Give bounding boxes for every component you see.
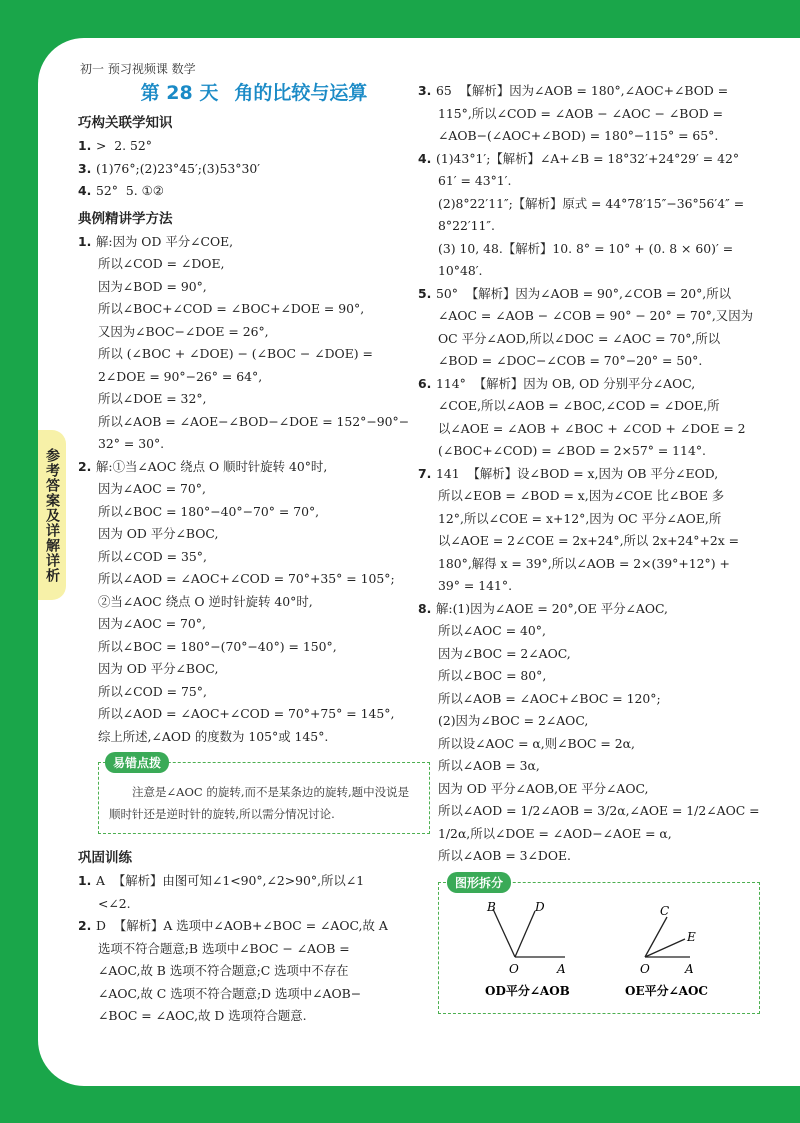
answer-line: 综上所述,∠AOD 的度数为 105°或 145°.	[98, 728, 329, 744]
answer-line: (3) 10, 48.【解析】10. 8° = 10° + (0. 8 × 60)′ =	[438, 240, 734, 256]
answer-line: 因为∠BOD = 90°,	[98, 278, 207, 294]
fig2-caption: OE平分∠AOC	[625, 983, 708, 998]
answer-line: ∠BOD = ∠DOC−∠COB = 70°−20° = 50°.	[438, 353, 703, 368]
answer-line: 所以∠AOB = 3∠DOE.	[438, 848, 571, 863]
answer-line: 32° = 30°.	[98, 436, 165, 451]
item-text: 141 【解析】设∠BOD = x,因为 OB 平分∠EOD,	[436, 465, 719, 481]
item-number: 2.	[78, 918, 92, 933]
answer-line: (2)8°22′11″;【解析】原式 = 44°78′15″−36°56′4″ =	[438, 195, 745, 211]
answer-line: 10°48′.	[438, 263, 483, 278]
answer-line: 所以∠COD = 75°,	[98, 683, 207, 699]
fig2-label-c: C	[660, 903, 670, 918]
answer-line: 所以 (∠BOC + ∠DOE) − (∠BOC − ∠DOE) =	[98, 346, 373, 361]
item-text: (1)76°;(2)23°45′;(3)53°30′	[96, 160, 261, 176]
answer-item	[78, 456, 430, 479]
answer-line: 所以∠DOE = 32°,	[98, 391, 207, 406]
item-number: 1.	[78, 233, 92, 249]
item-text: D 【解析】A 选项中∠AOB+∠BOC = ∠AOC,故 A	[96, 918, 388, 933]
answer-line: (2)因为∠BOC = 2∠AOC,	[438, 713, 589, 728]
diagram-box	[438, 875, 760, 1014]
answer-line: OC 平分∠AOD,所以∠DOC = ∠AOC = 70°,所以	[438, 330, 721, 346]
answer-line: ∠AOC,故 C 选项不符合题意;D 选项中∠AOB−	[98, 985, 362, 1001]
answer-line: ∠COE,所以∠AOB = ∠BOC,∠COD = ∠DOE,所	[438, 398, 720, 413]
answer-line: 所以∠EOB = ∠BOD = x,因为∠COE 比∠BOE 多	[438, 488, 725, 503]
fig2-label-e: E	[687, 929, 696, 944]
item-number: 1.	[78, 873, 92, 888]
item-number: 3.	[418, 83, 432, 98]
answer-line: 所以∠AOD = ∠AOC+∠COD = 70°+35° = 105°;	[98, 571, 395, 586]
item-text: 解:①当∠AOC 绕点 O 顺时针旋转 40°时,	[96, 458, 328, 474]
side-tab	[38, 430, 66, 600]
answer-item	[418, 283, 760, 306]
title-topic: 角的比较与运算	[234, 82, 368, 104]
answer-line: 因为∠AOC = 70°,	[98, 616, 206, 631]
answer-line: ∠BOC = ∠AOC,故 D 选项符合题意.	[98, 1008, 307, 1023]
answer-line: 所以∠AOB = ∠AOC+∠BOC = 120°;	[438, 690, 661, 706]
item-number: 2.	[78, 458, 92, 474]
item-number: 5.	[418, 285, 432, 301]
answer-line: 1/2α,所以∠DOE = ∠AOD−∠AOE = α,	[438, 825, 672, 841]
answer-line: ∠AOB−(∠AOC+∠BOD) = 180°−115° = 65°.	[438, 128, 719, 143]
item-number: 1.	[78, 138, 92, 153]
answer-line: 以∠AOE = 2∠COE = 2x+24°,所以 2x+24°+2x =	[438, 533, 740, 548]
fig1-label-o: O	[509, 961, 519, 976]
item-text: 65 【解析】因为∠AOB = 180°,∠AOC+∠BOD =	[436, 83, 729, 98]
answer-item	[78, 231, 430, 254]
item-text: 114° 【解析】因为 OB, OD 分别平分∠AOC,	[436, 375, 696, 391]
answer-line: 所以∠AOC = 40°,	[438, 623, 546, 638]
answer-line: 所以设∠AOC = α,则∠BOC = 2α,	[438, 735, 635, 751]
item-text: > 2. 52°	[96, 138, 152, 153]
answer-line: 因为 OD 平分∠BOC,	[98, 526, 219, 541]
answer-line: 所以∠COD = ∠DOE,	[98, 256, 225, 271]
answer-line: ∠AOC,故 B 选项不符合题意;C 选项中不存在	[98, 963, 349, 978]
answer-item	[418, 80, 760, 103]
section-heading: 巧构关联学知识	[78, 115, 173, 131]
answer-line: 因为∠BOC = 2∠AOC,	[438, 645, 571, 661]
answer-item	[418, 148, 760, 171]
page-title	[78, 78, 430, 105]
page-header: 初一 预习视频课 数学	[80, 62, 196, 76]
angle-diagrams	[445, 899, 765, 1003]
mistake-tip-text: 注意是∠AOC 的旋转,而不是某条边的旋转,题中没说是顺时针还是逆时针的旋转,所以需分情况讨论.	[109, 785, 410, 821]
answer-line: 又因为∠BOC−∠DOE = 26°,	[98, 323, 269, 339]
answer-item	[78, 135, 430, 158]
title-day: 第 28 天	[140, 82, 219, 104]
item-number: 7.	[418, 465, 432, 481]
answer-line: 以∠AOE = ∠AOB + ∠BOC + ∠COD + ∠DOE = 2	[438, 420, 746, 436]
item-text: A 【解析】由图可知∠1<90°,∠2>90°,所以∠1	[96, 873, 365, 888]
answer-line: 39° = 141°.	[438, 578, 513, 593]
answer-item	[418, 463, 760, 486]
answer-line: 115°,所以∠COD = ∠AOB − ∠AOC − ∠BOD =	[438, 105, 723, 121]
left-content-bottom	[78, 846, 430, 1028]
answer-line: 61′ = 43°1′.	[438, 173, 512, 188]
side-tab-label: 参考答案及详解详析	[44, 447, 60, 583]
answer-line: 所以∠BOC = 80°,	[438, 668, 547, 683]
diagram-tag: 图形拆分	[447, 872, 511, 893]
item-text: 52° 5. ①②	[96, 183, 164, 198]
fig1-label-b: B	[487, 899, 496, 914]
answer-page	[38, 38, 800, 1086]
answer-line: 所以∠AOD = 1/2∠AOB = 3/2α,∠AOE = 1/2∠AOC =	[438, 803, 760, 818]
fig1-label-a: A	[557, 961, 566, 976]
answer-item	[78, 915, 430, 938]
answer-line: <∠2.	[98, 895, 131, 911]
section-heading: 典例精讲学方法	[78, 210, 173, 227]
item-number: 3.	[78, 160, 92, 176]
answer-line: 因为 OD 平分∠AOB,OE 平分∠AOC,	[438, 780, 649, 796]
item-text: (1)43°1′;【解析】∠A+∠B = 18°32′+24°29′ = 42°	[436, 150, 740, 166]
section-heading: 巩固训练	[78, 850, 132, 866]
answer-line: 12°,所以∠COE = x+12°,因为 OC 平分∠AOE,所	[438, 510, 722, 526]
answer-item	[418, 598, 760, 621]
answer-line: 8°22′11″.	[438, 218, 495, 233]
answer-line: 所以∠BOC = 180°−(70°−40°) = 150°,	[98, 638, 337, 654]
answer-line: 所以∠AOB = 3α,	[438, 758, 540, 773]
answer-line: ②当∠AOC 绕点 O 逆时针旋转 40°时,	[98, 593, 313, 609]
answer-line: 所以∠COD = 35°,	[98, 548, 207, 564]
answer-line: 所以∠BOC = 180°−40°−70° = 70°,	[98, 503, 320, 519]
item-text: 解:(1)因为∠AOE = 20°,OE 平分∠AOC,	[436, 600, 668, 616]
right-column	[418, 80, 760, 1014]
left-content-top	[78, 111, 430, 748]
answer-line: 所以∠AOD = ∠AOC+∠COD = 70°+75° = 145°,	[98, 706, 395, 721]
answer-line: 所以∠BOC+∠COD = ∠BOC+∠DOE = 90°,	[98, 301, 365, 316]
answer-line: (∠BOC+∠COD) = ∠BOD = 2×57° = 114°.	[438, 443, 706, 458]
answer-line: 因为 OD 平分∠BOC,	[98, 661, 219, 676]
item-number: 8.	[418, 600, 432, 616]
item-number: 4.	[418, 150, 432, 166]
answer-line: 所以∠AOB = ∠AOE−∠BOD−∠DOE = 152°−90°−	[98, 413, 410, 429]
answer-line: 因为∠AOC = 70°,	[98, 481, 206, 496]
answer-item	[418, 373, 760, 396]
answer-item	[78, 158, 430, 181]
figure-2	[625, 904, 708, 998]
answer-item	[78, 870, 430, 893]
mistake-tip-tag: 易错点拨	[105, 752, 169, 773]
answer-line: 2∠DOE = 90°−26° = 64°,	[98, 368, 263, 384]
item-text: 解:因为 OD 平分∠COE,	[96, 233, 234, 249]
item-number: 6.	[418, 375, 432, 391]
left-column	[78, 78, 430, 1028]
answer-item	[78, 180, 430, 203]
item-text: 50° 【解析】因为∠AOB = 90°,∠COB = 20°,所以	[436, 285, 732, 301]
fig2-label-a: A	[685, 961, 694, 976]
answer-line: 选项不符合题意;B 选项中∠BOC − ∠AOB =	[98, 940, 350, 956]
figure-1	[485, 900, 570, 998]
answer-line: ∠AOC = ∠AOB − ∠COB = 90° − 20° = 70°,又因为	[438, 308, 753, 323]
right-content	[418, 80, 760, 868]
mistake-tip-box	[98, 756, 430, 834]
fig1-caption: OD平分∠AOB	[485, 983, 570, 998]
answer-line: 180°,解得 x = 39°,所以∠AOB = 2×(39°+12°) +	[438, 555, 730, 571]
fig1-label-d: D	[535, 899, 545, 914]
item-number: 4.	[78, 183, 92, 198]
fig2-label-o: O	[640, 961, 650, 976]
